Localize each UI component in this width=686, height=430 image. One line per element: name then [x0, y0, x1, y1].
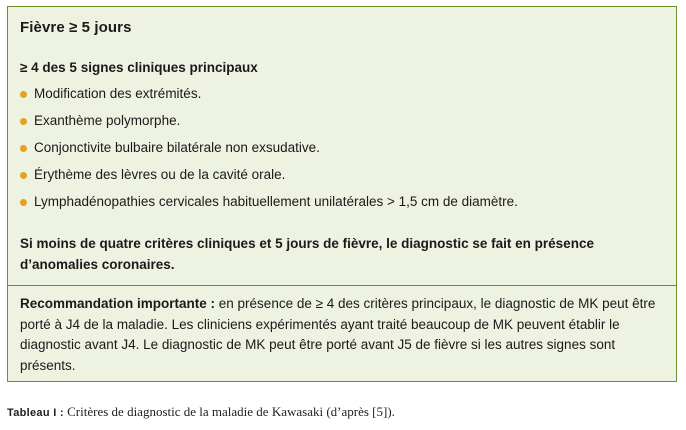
- list-item: [20, 167, 518, 194]
- criteria-section: [8, 7, 676, 286]
- list-item: [20, 140, 518, 167]
- clinical-signs-list: [20, 86, 518, 221]
- recommendation-section: [8, 286, 676, 381]
- sign-text: Conjonctivite bulbaire bilatérale non exsudative.: [34, 140, 320, 155]
- list-item: [20, 86, 518, 113]
- recommendation-paragraph: [20, 294, 668, 376]
- list-item: [20, 113, 518, 140]
- sign-text: Érythème des lèvres ou de la cavité orale.: [34, 167, 286, 182]
- sign-text: Modification des extrémités.: [34, 86, 202, 101]
- bullet-icon: [20, 199, 27, 206]
- bullet-icon: [20, 145, 27, 152]
- table-caption: [7, 404, 395, 420]
- bullet-icon: [20, 172, 27, 179]
- sign-text: Lymphadénopathies cervicales habituellement unilatérales > 1,5 cm de diamètre.: [34, 194, 518, 209]
- recommendation-label: Recommandation importante :: [20, 296, 216, 311]
- bullet-icon: [20, 118, 27, 125]
- coronary-note: Si moins de quatre critères cliniques et 5 jours de fièvre, le diagnostic se fait en présence d’anomalies coronaires.: [20, 236, 594, 272]
- list-item: [20, 194, 518, 221]
- caption-label: Tableau I :: [7, 407, 64, 419]
- table-title: Fièvre ≥ 5 jours: [20, 19, 132, 36]
- sign-text: Exanthème polymorphe.: [34, 113, 181, 128]
- criteria-subtitle: ≥ 4 des 5 signes cliniques principaux: [20, 60, 258, 75]
- bullet-icon: [20, 91, 27, 98]
- diagnostic-criteria-table: [7, 6, 677, 382]
- recommendation-text: en présence de ≥ 4 des critères principaux, le diagnostic de MK peut être porté à J4 de la maladie. Les cliniciens expérimentés ayant traité beaucoup de MK peuvent établir le diagnostic avant J4. Le diagnostic de MK peut être porté avant J5 de fièvre si les autres signes sont présents.: [20, 296, 656, 373]
- caption-text: Critères de diagnostic de la maladie de Kawasaki (d’après [5]).: [63, 404, 395, 419]
